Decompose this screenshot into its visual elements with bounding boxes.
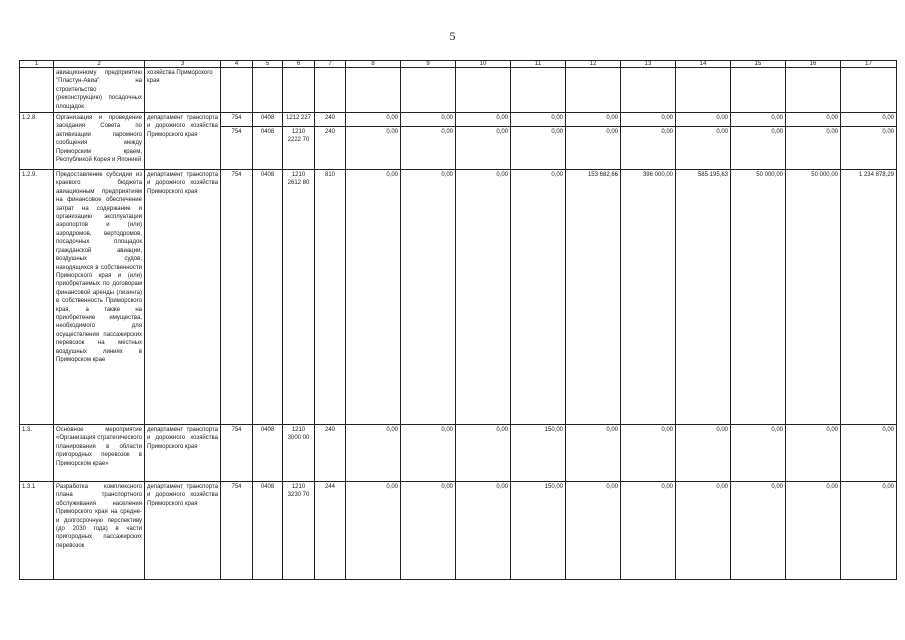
- table-cell: 50 000,00: [731, 170, 786, 425]
- table-cell: 754: [221, 482, 253, 580]
- col-header: 6: [283, 61, 315, 68]
- col-header: 10: [456, 61, 511, 68]
- table-cell: 0,00: [841, 127, 897, 170]
- table-cell: 240: [315, 127, 346, 170]
- table-cell: [315, 68, 346, 113]
- row-executor-cell: департамент транспорта и дорожного хозяйства Приморского края: [145, 170, 221, 425]
- table-cell: [346, 68, 401, 113]
- table-cell: 0,00: [346, 113, 401, 127]
- row-name-cell: авиационному предприятию "Пластун-Авиа" на строительство (реконструкцию) посадочных площадок: [54, 68, 145, 113]
- table-cell: 1212 227: [283, 113, 315, 127]
- col-header: 9: [401, 61, 456, 68]
- header-row: [20, 61, 897, 68]
- table-cell: 0,00: [401, 127, 456, 170]
- table-cell: 240: [315, 425, 346, 482]
- row-executor-cell: департамент транспорта и дорожного хозяйства Приморского края: [145, 425, 221, 482]
- table-cell: 0,00: [786, 127, 841, 170]
- table-cell: 0,00: [401, 113, 456, 127]
- table-cell: [731, 68, 786, 113]
- table-cell: 0,00: [566, 113, 621, 127]
- row-name-cell: Разработка комплексного плана транспортного обслуживания населения Приморского края на средне- и долгосрочную перспективу (до 2030 года) в части пригородных пассажирских перевозок: [54, 482, 145, 580]
- table-cell: 1210 3230 70: [283, 482, 315, 580]
- row-executor-cell: департамент транспорта и дорожного хозяйства Приморского края: [145, 113, 221, 170]
- table-cell: 0,00: [676, 425, 731, 482]
- col-header: 1: [20, 61, 54, 68]
- table-cell: [786, 68, 841, 113]
- table-cell: 0,00: [786, 482, 841, 580]
- table-cell: 0408: [253, 170, 283, 425]
- col-header: 13: [621, 61, 676, 68]
- table-cell: 585 195,63: [676, 170, 731, 425]
- table-cell: 0,00: [456, 482, 511, 580]
- table-cell: [456, 68, 511, 113]
- table-row: [20, 425, 897, 482]
- table-cell: 1210 2222 70: [283, 127, 315, 170]
- table-cell: 0,00: [346, 425, 401, 482]
- table-cell: 0,00: [786, 425, 841, 482]
- row-code-cell: 1.3.1: [20, 482, 54, 580]
- table-cell: 0,00: [566, 127, 621, 170]
- table-cell: 0,00: [731, 113, 786, 127]
- table-cell: 0408: [253, 482, 283, 580]
- budget-table: [19, 60, 897, 580]
- row-name-cell: Организация и проведение заседания Совета по активизации паромного сообщения между Приморским краем, Республикой Корея и Японией: [54, 113, 145, 170]
- table-cell: 0,00: [621, 482, 676, 580]
- row-executor-cell: департамент транспорта и дорожного хозяйства Приморского края: [145, 482, 221, 580]
- table-cell: 244: [315, 482, 346, 580]
- table-cell: 0,00: [511, 170, 566, 425]
- table-cell: 0,00: [456, 127, 511, 170]
- table-cell: 0,00: [401, 170, 456, 425]
- table-cell: 0,00: [841, 425, 897, 482]
- table-cell: 150,00: [511, 482, 566, 580]
- col-header: 17: [841, 61, 897, 68]
- table-row: [20, 113, 897, 127]
- table-cell: 754: [221, 113, 253, 127]
- row-name-cell: Основное мероприятие «Организация стратегического планирования в области пригородных перевозок в Приморском крае»: [54, 425, 145, 482]
- table-cell: 0,00: [621, 127, 676, 170]
- table-cell: 150,00: [511, 425, 566, 482]
- col-header: 11: [511, 61, 566, 68]
- table-cell: 0,00: [566, 425, 621, 482]
- table-cell: 0,00: [346, 127, 401, 170]
- row-name-cell: Предоставление субсидии из краевого бюджета авиационным предприятиям на финансовое обеспечение затрат на содержание и организацию эксплуатации аэропортов и (или) аэродромов, вертодромов, посадочных площадок гражданской авиации, воздушных судов, находящихся в собственности Приморского края и (или) приобретаемых по договорам финансовой аренды (лизинга) в собственность Приморского края, а также на приобретение имущества, необходимого для осуществления пассажирских перевозок на местных воздушных линиях в Приморском крае: [54, 170, 145, 425]
- table-cell: 240: [315, 113, 346, 127]
- table-cell: [566, 68, 621, 113]
- table-cell: 0,00: [841, 113, 897, 127]
- table-cell: 0,00: [346, 482, 401, 580]
- table-cell: 0,00: [621, 113, 676, 127]
- col-header: 7: [315, 61, 346, 68]
- table-cell: 0,00: [621, 425, 676, 482]
- table-cell: 1210 2612 80: [283, 170, 315, 425]
- table-row: [20, 482, 897, 580]
- col-header: 12: [566, 61, 621, 68]
- table-cell: 0,00: [346, 170, 401, 425]
- table-cell: 0,00: [676, 127, 731, 170]
- table-cell: [621, 68, 676, 113]
- table-cell: 754: [221, 170, 253, 425]
- table-cell: 0,00: [456, 170, 511, 425]
- table-cell: [511, 68, 566, 113]
- col-header: 15: [731, 61, 786, 68]
- table-cell: 1 234 878,29: [841, 170, 897, 425]
- page-number: 5: [449, 29, 456, 43]
- table-cell: [841, 68, 897, 113]
- col-header: 4: [221, 61, 253, 68]
- table-cell: 0,00: [401, 425, 456, 482]
- table-cell: 754: [221, 127, 253, 170]
- table-cell: [253, 68, 283, 113]
- col-header: 16: [786, 61, 841, 68]
- table-cell: 0,00: [456, 425, 511, 482]
- table-cell: [283, 68, 315, 113]
- row-code-cell: [20, 68, 54, 113]
- table-cell: 0,00: [511, 127, 566, 170]
- table-cell: 0,00: [841, 482, 897, 580]
- table-cell: 1210 3000 00: [283, 425, 315, 482]
- row-code-cell: 1.2.9.: [20, 170, 54, 425]
- col-header: 3: [145, 61, 221, 68]
- row-code-cell: 1.3.: [20, 425, 54, 482]
- table-cell: [221, 68, 253, 113]
- col-header: 8: [346, 61, 401, 68]
- table-cell: 0,00: [456, 113, 511, 127]
- table-cell: 0408: [253, 425, 283, 482]
- table-cell: 810: [315, 170, 346, 425]
- table-cell: 0408: [253, 113, 283, 127]
- col-header: 5: [253, 61, 283, 68]
- table-cell: 50 000,00: [786, 170, 841, 425]
- table-cell: [401, 68, 456, 113]
- table-cell: 396 000,00: [621, 170, 676, 425]
- table-row: [20, 68, 897, 113]
- table-cell: 0,00: [511, 113, 566, 127]
- table-cell: 0,00: [731, 425, 786, 482]
- table-cell: 0,00: [731, 482, 786, 580]
- row-code-cell: 1.2.8.: [20, 113, 54, 170]
- table-cell: [676, 68, 731, 113]
- table-row: [20, 170, 897, 425]
- table-cell: 0,00: [566, 482, 621, 580]
- table-cell: 0,00: [676, 113, 731, 127]
- table-cell: 153 682,66: [566, 170, 621, 425]
- row-executor-cell: хозяйства Приморского края: [145, 68, 221, 113]
- table-cell: 0,00: [401, 482, 456, 580]
- col-header: 14: [676, 61, 731, 68]
- col-header: 2: [54, 61, 145, 68]
- table-cell: 754: [221, 425, 253, 482]
- table-cell: 0408: [253, 127, 283, 170]
- table-cell: 0,00: [676, 482, 731, 580]
- table-cell: 0,00: [786, 113, 841, 127]
- table-cell: 0,00: [731, 127, 786, 170]
